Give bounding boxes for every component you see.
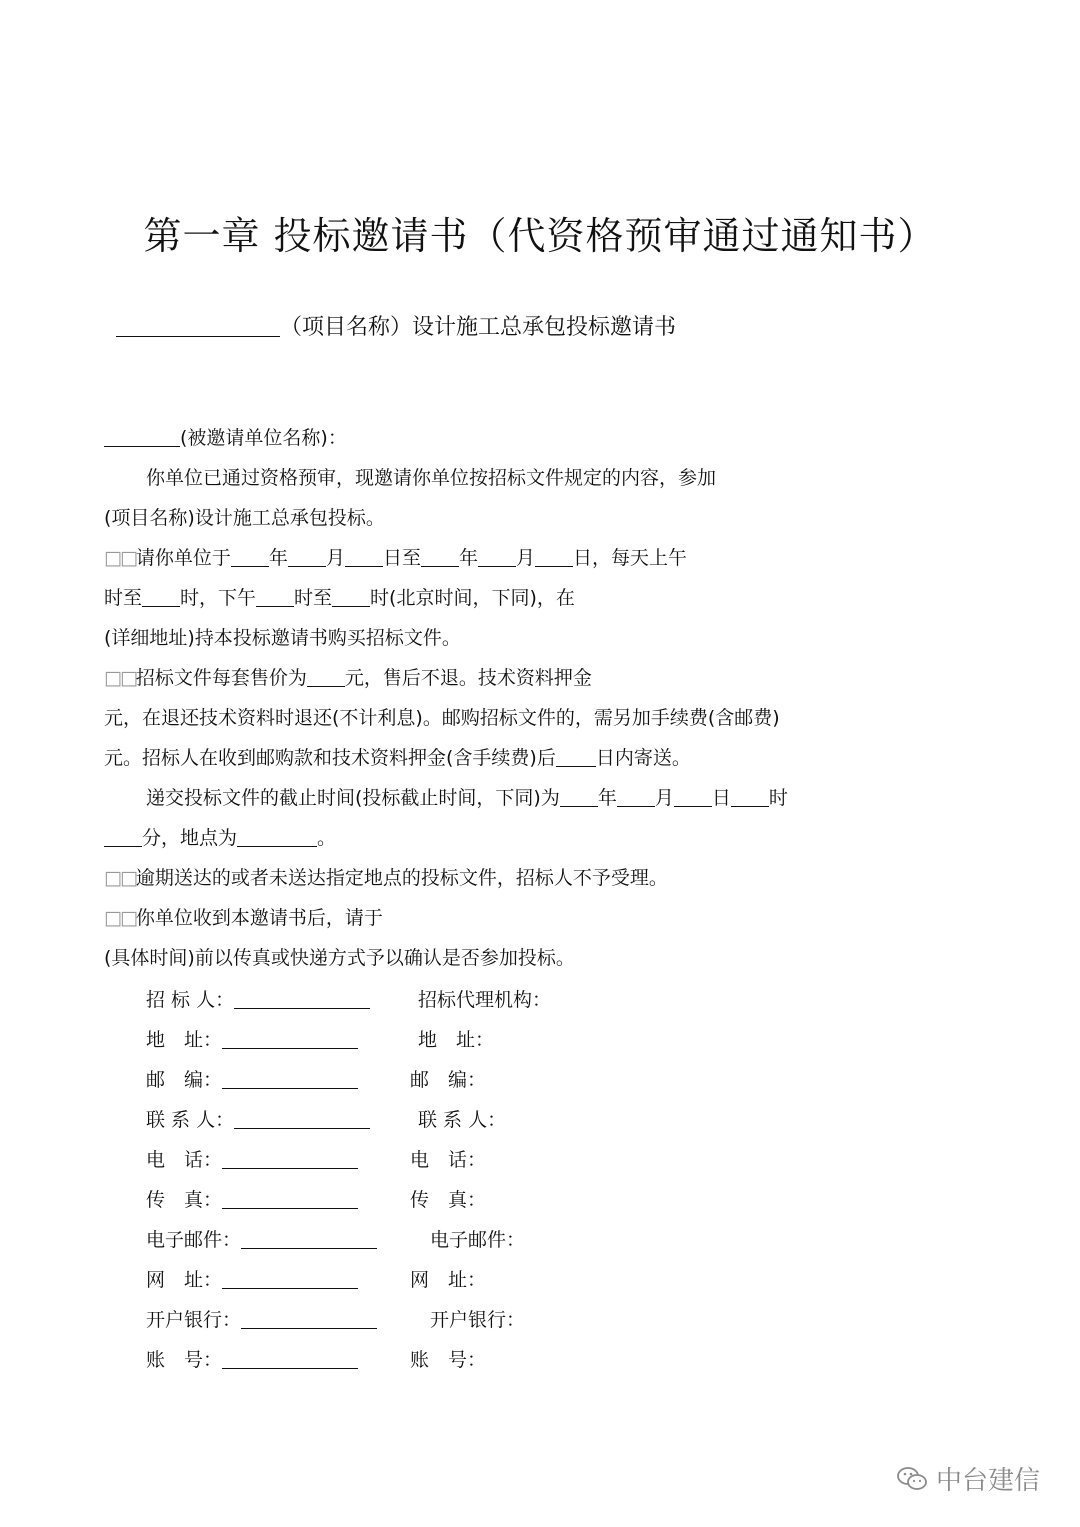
blank [234,989,370,1009]
blank [617,787,655,807]
text: 日内寄送。 [595,747,691,769]
placeholder-squares: □□ [104,867,136,889]
blank [222,1029,358,1049]
blank [222,1349,358,1369]
text: 时 [768,787,788,809]
subtitle [116,310,676,341]
left-field-7 [146,1265,358,1292]
para6-line1 [104,898,383,938]
para4-line2 [104,818,336,858]
left-field-5 [146,1185,358,1212]
para6-line2: (具体时间)前以传真或快递方式予以确认是否参加投标。 [104,947,575,969]
blank [142,587,180,607]
left-field-0 [146,985,370,1012]
blank [237,827,317,847]
placeholder-squares: □□ [104,547,136,569]
right-field-9: 账 号： [410,1349,487,1371]
blank [535,547,573,567]
blank [256,587,294,607]
text: 元，售后不退。技术资料押金 [344,667,592,689]
text: 时至 [104,587,143,609]
text: 逾期送达的或者未送达指定地点的投标文件，招标人不予受理。 [135,867,668,889]
invitee-blank [104,427,180,447]
blank [222,1069,358,1089]
text: 你单位收到本邀请书后，请于 [135,907,383,929]
text: 年 [458,547,478,569]
wechat-icon [896,1466,928,1492]
blank [332,587,370,607]
blank [345,547,383,567]
text: 月 [654,787,674,809]
watermark [896,1460,1040,1497]
para1-line1: 你单位已通过资格预审，现邀请你单位按招标文件规定的内容，参加 [146,467,717,489]
label: 账 号： [146,1349,223,1371]
label: 电 话： [146,1149,223,1171]
para2-line1 [104,538,687,578]
blank [421,547,459,567]
watermark-text: 中台建信 [935,1466,1040,1496]
text: 日 [711,787,731,809]
para2-line2 [104,578,575,618]
para2-line3: (详细地址)持本投标邀请书购买招标文件。 [104,627,461,649]
right-field-1: 地 址： [418,1029,495,1051]
greeting-line [104,418,347,458]
text: 请你单位于 [135,547,231,569]
blank [222,1189,358,1209]
blank [731,787,769,807]
right-field-3: 联 系 人： [418,1109,507,1131]
text: 时至 [294,587,333,609]
greeting-text: (被邀请单位名称)： [180,427,347,449]
left-field-8 [146,1305,377,1332]
label: 地 址： [146,1029,223,1051]
left-field-6 [146,1225,377,1252]
blank [241,1229,377,1249]
subtitle-text: （项目名称）设计施工总承包投标邀请书 [280,315,677,340]
text: 时(北京时间，下同)，在 [370,587,575,609]
para3-line2: 元，在退还技术资料时退还(不计利息)。邮购招标文件的，需另加手续费(含邮费) [104,707,780,729]
blank [104,827,142,847]
label: 邮 编： [146,1069,223,1091]
text: 年 [268,547,288,569]
blank [234,1109,370,1129]
para3-line3 [104,738,691,778]
label: 开户银行： [146,1309,242,1331]
project-name-blank [116,314,280,337]
text: 分，地点为 [142,827,238,849]
blank [241,1309,377,1329]
para1-line2: (项目名称)设计施工总承包投标。 [104,507,385,529]
text: 月 [325,547,345,569]
blank [307,667,345,687]
blank [222,1149,358,1169]
label: 招 标 人： [146,989,235,1011]
placeholder-squares: □□ [104,667,136,689]
text: 日 [573,547,593,569]
text: 月 [515,547,535,569]
right-field-6: 电子邮件： [430,1229,526,1251]
text: 招标文件每套售价为 [135,667,307,689]
para5 [104,858,668,898]
text: 年 [597,787,617,809]
left-field-9 [146,1345,358,1372]
blank [478,547,516,567]
left-field-3 [146,1105,370,1132]
text: ，每天上午 [592,547,688,569]
blank [222,1269,358,1289]
blank [560,787,598,807]
right-field-8: 开户银行： [430,1309,526,1331]
left-field-2 [146,1065,358,1092]
blank [231,547,269,567]
placeholder-squares: □□ [104,907,136,929]
left-field-1 [146,1025,358,1052]
para3-line1 [104,658,592,698]
right-field-7: 网 址： [410,1269,487,1291]
text: 递交投标文件的截止时间(投标截止时间，下同)为 [146,787,560,809]
text: 元。招标人在收到邮购款和技术资料押金(含手续费)后 [104,747,556,769]
right-field-0: 招标代理机构： [418,989,552,1011]
label: 电子邮件： [146,1229,242,1251]
right-field-5: 传 真： [410,1189,487,1211]
text: 日至 [382,547,421,569]
right-field-4: 电 话： [410,1149,487,1171]
label: 联 系 人： [146,1109,235,1131]
right-field-2: 邮 编： [410,1069,487,1091]
blank [556,747,596,767]
blank [288,547,326,567]
para4-line1 [146,778,788,818]
text: 。 [317,827,337,849]
label: 传 真： [146,1189,223,1211]
blank [674,787,712,807]
text: 时，下午 [180,587,257,609]
chapter-title: 第一章 投标邀请书（代资格预审通过通知书） [143,214,937,258]
left-field-4 [146,1145,358,1172]
label: 网 址： [146,1269,223,1291]
